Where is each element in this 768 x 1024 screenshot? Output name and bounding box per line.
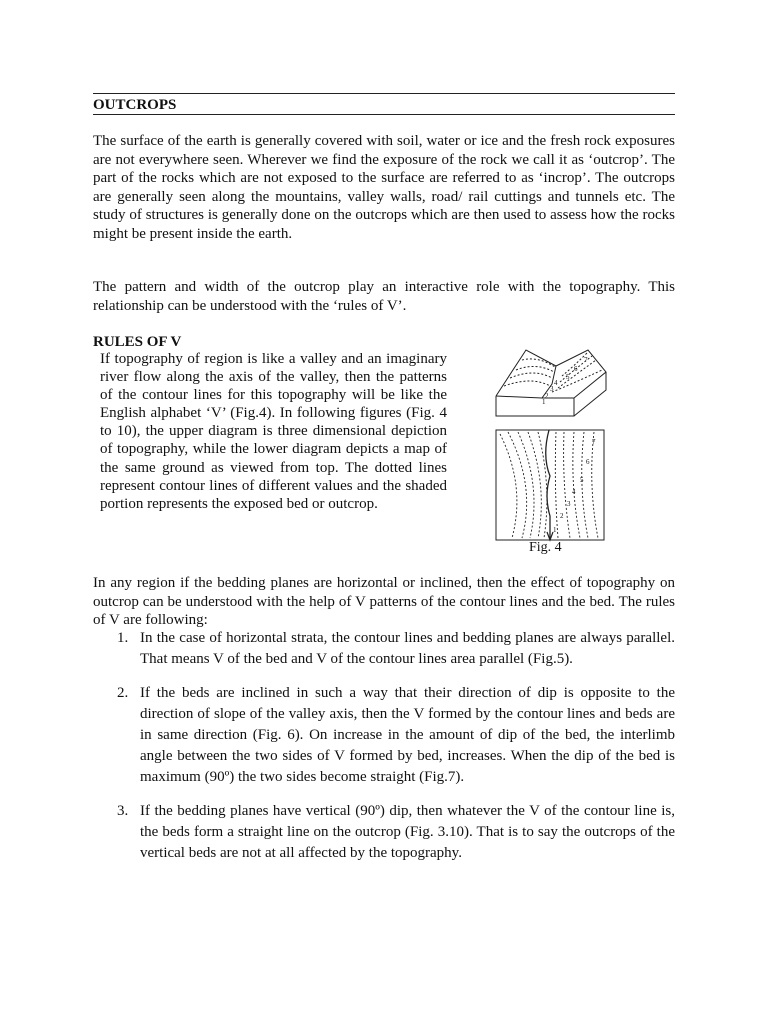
list-item-text: If the beds are inclined in such a way that their direction of dip is opposite to the direction of slope of the valley axis, then the V formed by the contour lines and beds are in same direction (Fig. 6). On increase in the amount of dip of the bed, the interlimb angle between the two sides of V formed by bed, increases. When the dip of the bed is maximum (90º) the two sides become straight (Fig.7). xyxy=(140,685,675,785)
map-label: 2 xyxy=(560,512,564,520)
map-label: 3 xyxy=(567,500,571,508)
title-rule-top xyxy=(93,93,675,94)
map-label: 4 xyxy=(572,488,576,496)
block-label: 4 xyxy=(554,379,558,387)
block-label: 1 xyxy=(542,398,546,406)
map-label: 7 xyxy=(592,438,596,446)
map-label: 1 xyxy=(553,526,557,534)
rules-intro: In any region if the bedding planes are horizontal or inclined, then the effect of topography on outcrop can be understood with the help of V patterns of the contour lines and the bed. The rules of V are following: xyxy=(93,575,675,628)
block-label: 7 xyxy=(584,356,588,364)
list-item-number: 3. xyxy=(117,803,129,819)
map-label: 6 xyxy=(586,458,590,466)
list-item-text: If the bedding planes have vertical (90º) dip, then whatever the V of the contour line is, the beds form a straight line on the outcrop (Fig. 3.10). That is to say the outcrops of the vertical beds are not at all affected by the topography. xyxy=(140,803,675,861)
valley-diagram xyxy=(492,346,612,556)
intro-paragraph: The surface of the earth is generally covered with soil, water or ice and the fresh rock exposures are not everywhere seen. Wherever we find the exposure of the rock we call it as ‘outcrop’. The part of the rocks which are not exposed to the surface are referred to as ‘incrop’. The outcrops are generally seen along the mountains, valley walls, road/ rail cuttings and tunnels etc. The study of structures is generally done on the outcrops which are then used to assess how the rocks might be present inside the earth. xyxy=(93,133,675,242)
section-title: OUTCROPS xyxy=(93,97,177,113)
list-item-text: In the case of horizontal strata, the contour lines and bedding planes are always parallel. That means V of the bed and V of the contour lines area parallel (Fig.5). xyxy=(140,630,675,667)
block-label: 2 xyxy=(545,392,549,400)
list-item xyxy=(93,683,675,788)
block-label: 6 xyxy=(574,365,578,373)
block-label: 3 xyxy=(550,385,554,393)
map-label: 5 xyxy=(580,476,584,484)
rules-heading: RULES OF V xyxy=(93,334,182,350)
figure-4 xyxy=(492,346,612,556)
block-label: 5 xyxy=(566,373,570,381)
title-rule-bottom xyxy=(93,114,675,115)
rules-list xyxy=(93,628,675,877)
contour-map xyxy=(496,430,604,540)
list-item-number: 2. xyxy=(117,685,129,701)
figure-caption: Fig. 4 xyxy=(529,540,562,555)
list-item xyxy=(93,801,675,864)
block-diagram xyxy=(496,350,606,416)
list-item xyxy=(93,628,675,670)
pattern-paragraph: The pattern and width of the outcrop play an interactive role with the topography. This relationship can be understood with the ‘rules of V’. xyxy=(93,279,675,314)
map-labels xyxy=(553,438,596,534)
figure-description: If topography of region is like a valley and an imaginary river flow along the axis of the valley, then the patterns of the contour lines for this topography will be like the English alphabet ‘V’ (Fig.4). In following figures (Fig. 4 to 10), the upper diagram is three dimensional depiction of topography, while the lower diagram depicts a map of the same ground as viewed from top. The dotted lines represent contour lines of different values and the shaded portion represents the exposed bed or outcrop. xyxy=(100,351,447,512)
list-item-number: 1. xyxy=(117,630,129,646)
